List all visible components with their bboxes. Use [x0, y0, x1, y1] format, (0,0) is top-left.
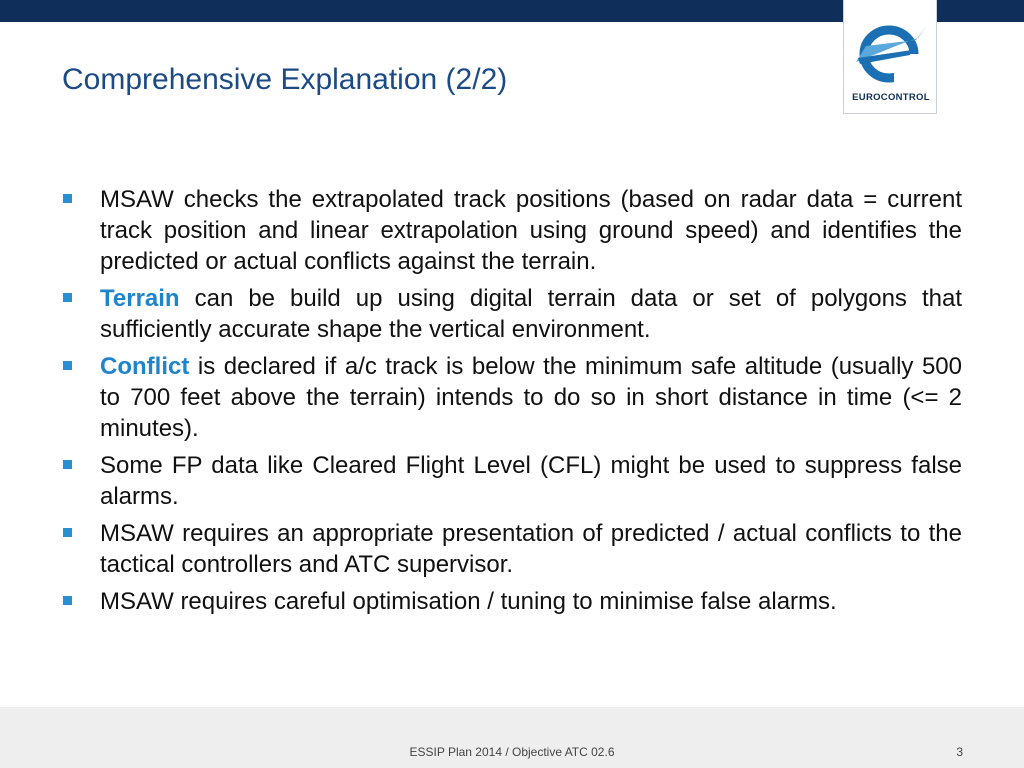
bullet-list	[62, 184, 962, 623]
bullet-text: MSAW requires an appropriate presentation of predicted / actual conflicts to the tactical controllers and ATC supervisor.	[100, 520, 962, 578]
bullet-text: Some FP data like Cleared Flight Level (CFL) might be used to suppress false alarms.	[100, 452, 962, 510]
bullet-item	[62, 351, 962, 444]
square-bullet-icon	[63, 460, 72, 469]
footer-text: ESSIP Plan 2014 / Objective ATC 02.6	[409, 745, 615, 759]
bullet-text: MSAW checks the extrapolated track positions (based on radar data = current track position and linear extrapolation using ground speed) and identifies the predicted or actual conflicts against the terrain.	[100, 186, 962, 275]
bullet-keyword: Terrain	[100, 285, 180, 312]
square-bullet-icon	[63, 528, 72, 537]
bullet-item	[62, 518, 962, 580]
square-bullet-icon	[63, 596, 72, 605]
bullet-item	[62, 184, 962, 277]
bullet-keyword: Conflict	[100, 353, 190, 380]
page-number: 3	[956, 745, 963, 759]
bullet-text: can be build up using digital terrain data or set of polygons that sufficiently accurate shape the vertical environment.	[100, 285, 962, 343]
footer-bar	[0, 707, 1024, 768]
logo-wordmark: EUROCONTROL	[852, 92, 930, 103]
bullet-item	[62, 586, 962, 617]
square-bullet-icon	[63, 194, 72, 203]
bullet-item	[62, 450, 962, 512]
bullet-text: is declared if a/c track is below the minimum safe altitude (usually 500 to 700 feet above the terrain) intends to do so in short distance in time (<= 2 minutes).	[100, 353, 962, 442]
slide-title: Comprehensive Explanation (2/2)	[62, 63, 508, 96]
square-bullet-icon	[63, 361, 72, 370]
eurocontrol-logo	[843, 0, 937, 114]
bullet-text: MSAW requires careful optimisation / tuning to minimise false alarms.	[100, 588, 837, 615]
eurocontrol-logo-icon	[854, 20, 928, 86]
square-bullet-icon	[63, 293, 72, 302]
bullet-item	[62, 283, 962, 345]
